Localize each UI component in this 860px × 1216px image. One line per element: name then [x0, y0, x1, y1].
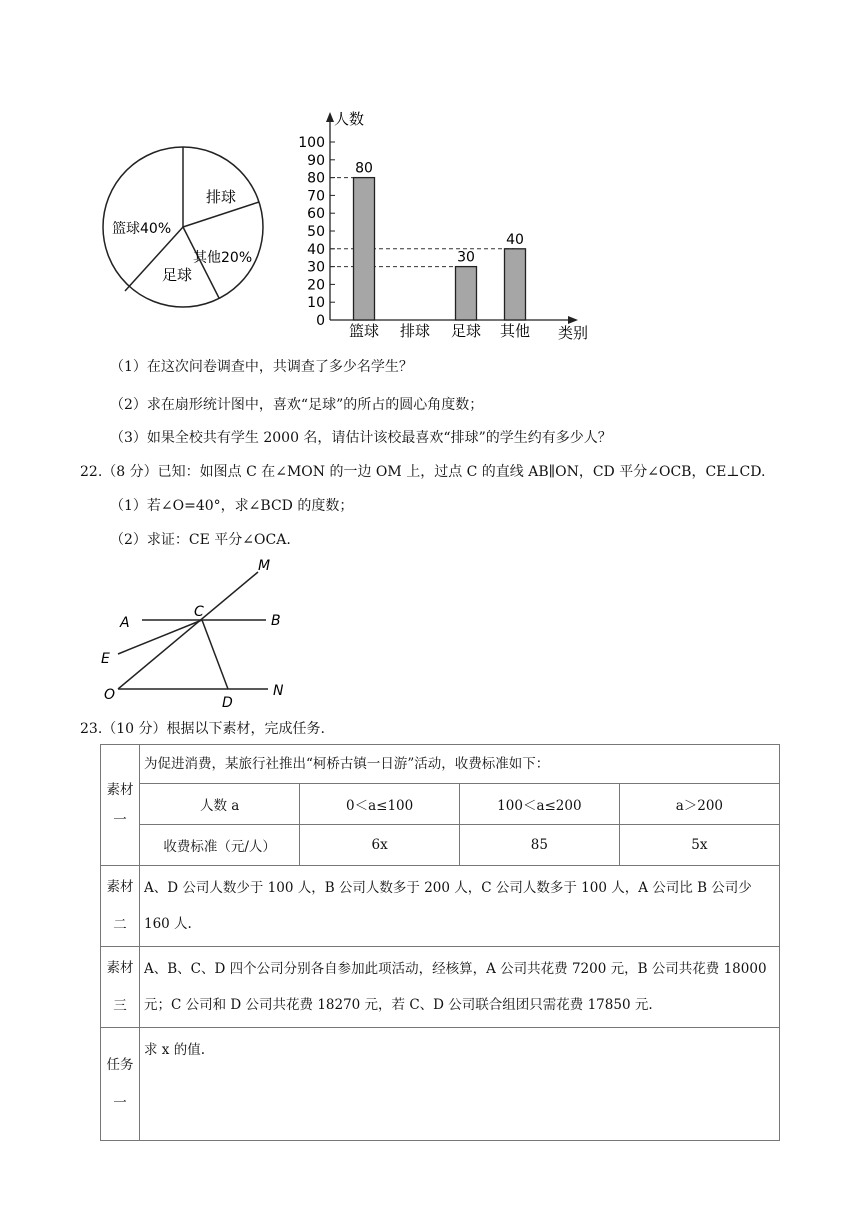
fee-header-range2: 100＜a≤200 — [460, 784, 620, 825]
y-tick-label: 20 — [307, 277, 325, 294]
y-tick-label: 50 — [307, 224, 325, 240]
bar-chart — [286, 104, 606, 348]
geometry-figure — [98, 552, 298, 712]
x-tick-label: 排球 — [399, 322, 431, 340]
q21-part2: （2）求在扇形统计图中，喜欢“足球”的所占的圆心角度数； — [110, 397, 484, 413]
task1-label: 任务一 — [101, 1028, 140, 1141]
pie-chart — [96, 140, 272, 316]
y-tick-label: 100 — [298, 135, 325, 151]
material2-label: 素材二 — [101, 866, 140, 947]
y-tick-label: 90 — [307, 152, 325, 169]
y-tick-label: 0 — [316, 313, 325, 329]
y-tick-label: 10 — [307, 295, 325, 312]
x-tick-label: 篮球 — [348, 322, 380, 340]
label-d: D — [222, 695, 233, 711]
bar-value-label: 40 — [506, 231, 524, 248]
y-axis-label: 人数 — [334, 110, 365, 128]
bar-value-label: 30 — [457, 249, 475, 266]
y-axis-arrow — [326, 112, 334, 122]
material1-content — [140, 745, 780, 866]
q21-part1: （1）在这次问卷调查中，共调查了多少名学生？ — [110, 359, 413, 375]
bar — [456, 267, 477, 320]
fee-table — [140, 783, 779, 865]
x-axis-arrow — [568, 316, 578, 324]
material1-label: 素材一 — [101, 745, 140, 866]
fee-header-range1: 0＜a≤100 — [300, 784, 460, 825]
fee-header-range3: a＞200 — [619, 784, 779, 825]
bar-value-label: 80 — [355, 160, 373, 177]
label-n: N — [273, 683, 284, 699]
materials-table — [100, 744, 780, 1141]
material1-text: 为促进消费，某旅行社推出“柯桥古镇一日游”活动，收费标准如下： — [144, 756, 550, 772]
pie-label-other: 其他20% — [193, 250, 253, 266]
q21-part3: （3）如果全校共有学生 2000 名，请估计该校最喜欢“排球”的学生约有多少人？ — [110, 430, 612, 446]
x-axis-label: 类别 — [558, 324, 589, 342]
x-tick-label: 其他 — [499, 322, 531, 340]
pie-label-volleyball: 排球 — [206, 188, 237, 206]
label-b: B — [271, 613, 281, 629]
label-a: A — [120, 615, 130, 631]
q23-heading: 23.（10 分）根据以下素材，完成任务. — [80, 721, 325, 737]
label-m: M — [258, 558, 271, 574]
material3-label: 素材三 — [101, 947, 140, 1028]
y-tick-label: 60 — [307, 206, 325, 223]
y-tick-label: 40 — [307, 241, 325, 258]
x-tick-label: 足球 — [450, 322, 482, 340]
material2-text: A、D 公司人数少于 100 人，B 公司人数多于 200 人，C 公司人数多于 100 人，A 公司比 B 公司少 160 人. — [140, 866, 780, 947]
q22-part2: （2）求证：CE 平分∠OCA. — [110, 532, 291, 548]
fee-value3: 5x — [619, 825, 779, 866]
fee-header-people: 人数 a — [140, 784, 300, 825]
pie-label-football: 足球 — [162, 266, 193, 284]
fee-label: 收费标准（元/人） — [140, 825, 300, 866]
bar — [505, 249, 526, 320]
fee-value1: 6x — [300, 825, 460, 866]
task1-text: 求 x 的值. — [140, 1028, 780, 1141]
label-o: O — [104, 687, 116, 703]
bar — [354, 178, 375, 320]
q22-heading: 22.（8 分）已知：如图点 C 在∠MON 的一边 OM 上，过点 C 的直线 AB∥ON，CD 平分∠OCB，CE⊥CD. — [80, 464, 766, 480]
q22-part1: （1）若∠O=40°，求∠BCD 的度数； — [110, 498, 354, 514]
y-tick-label: 70 — [307, 188, 325, 205]
pie-label-basketball: 篮球40% — [112, 221, 172, 237]
y-tick-label: 30 — [307, 259, 325, 276]
fee-value2: 85 — [460, 825, 620, 866]
label-c: C — [194, 604, 204, 620]
label-e: E — [101, 651, 110, 667]
material3-text: A、B、C、D 四个公司分别各自参加此项活动，经核算，A 公司共花费 7200 元，B 公司共花费 18000 元；C 公司和 D 公司共花费 18270 元，若 C、D 公司联合组团只需花费 17850 元. — [140, 947, 780, 1028]
y-tick-label: 80 — [307, 170, 325, 187]
